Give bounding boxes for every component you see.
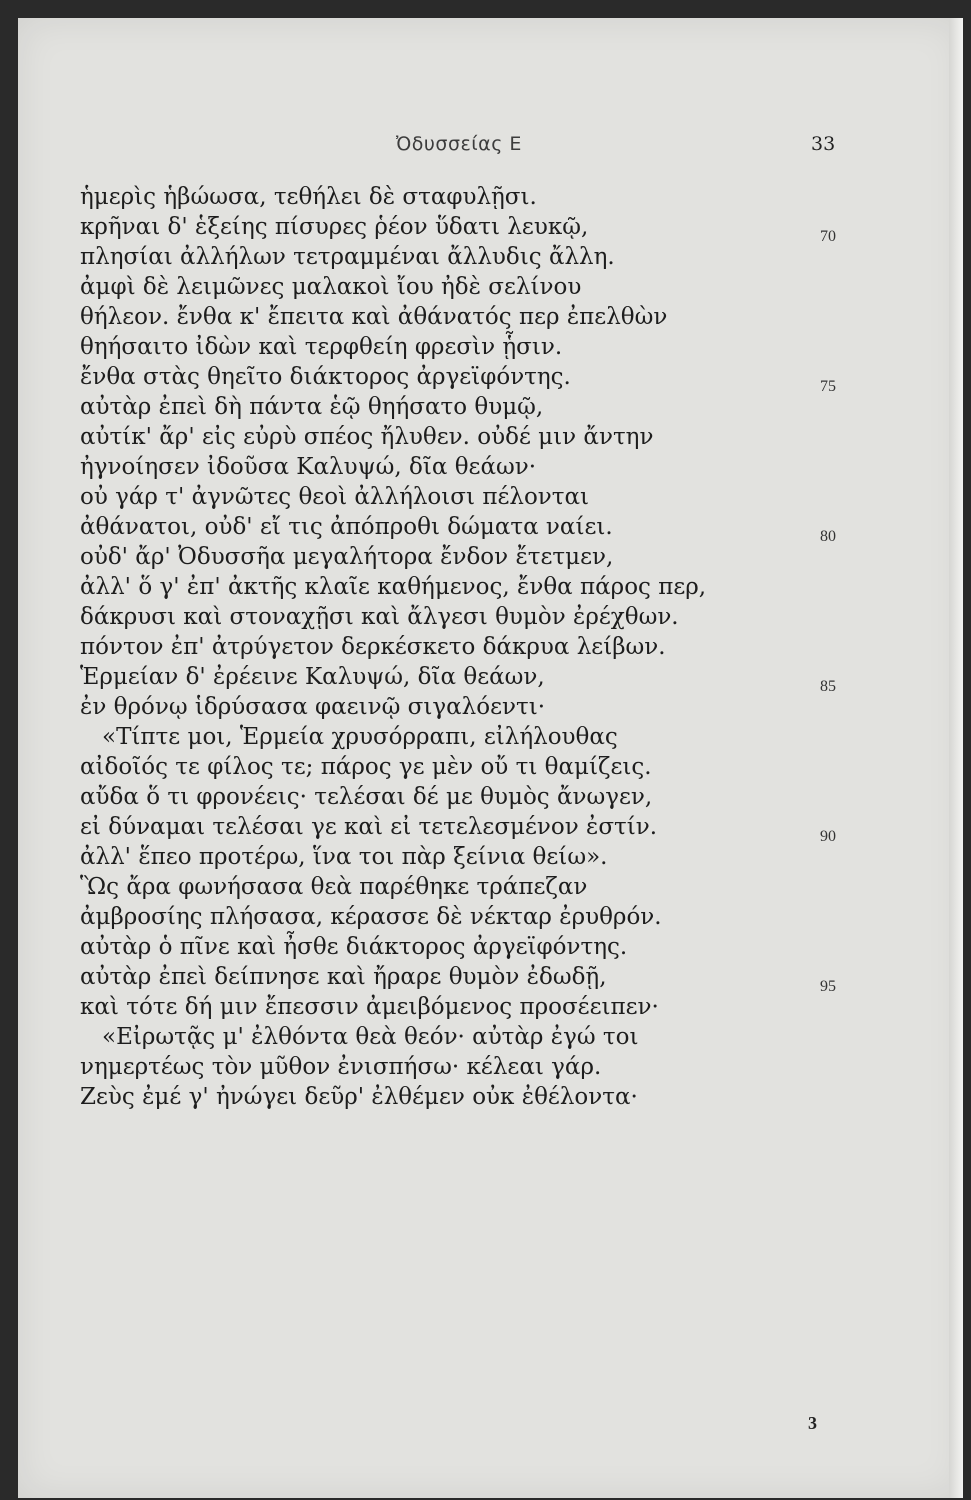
- verse-line: [80, 422, 780, 452]
- line-number: 80: [820, 528, 836, 545]
- verse-line: [80, 182, 780, 212]
- verse-line: [80, 932, 780, 962]
- verse-text: Ζεὺς ἐμέ γ' ἠνώγει δεῦρ' ἐλθέμεν οὐκ ἐθέλοντα·: [80, 1084, 638, 1110]
- verse-line: [80, 272, 780, 302]
- verse-text: ἀμφὶ δὲ λειμῶνες μαλακοὶ ἴου ἠδὲ σελίνου: [80, 274, 582, 300]
- verse-line: [80, 1052, 780, 1082]
- verse-line: [80, 482, 780, 512]
- verse-text: αὐτὰρ ἐπεὶ δείπνησε καὶ ἤραρε θυμὸν ἐδωδῇ,: [80, 964, 607, 990]
- verse-line: [80, 392, 780, 422]
- verse-text: δάκρυσι καὶ στοναχῇσι καὶ ἄλγεσι θυμὸν ἐρέχθων.: [80, 604, 679, 630]
- verse-text: αὔδα ὅ τι φρονέεις· τελέσαι δέ με θυμὸς ἄνωγεν,: [80, 784, 653, 810]
- verse-text: ἐν θρόνῳ ἱδρύσασα φαεινῷ σιγαλόεντι·: [80, 694, 546, 720]
- verse-line: [80, 242, 780, 272]
- verse-text: κρῆναι δ' ἑξείης πίσυρες ῥέον ὕδατι λευκῷ,: [80, 214, 589, 240]
- verse-line: [80, 302, 780, 332]
- verse-text: οὐ γάρ τ' ἀγνῶτες θεοὶ ἀλλήλοισι πέλονται: [80, 484, 590, 510]
- verse-line: [80, 572, 780, 602]
- signature-mark: 3: [808, 1413, 817, 1433]
- verse-line: [80, 602, 780, 632]
- line-number: 70: [820, 228, 836, 245]
- verse-line: [80, 332, 780, 362]
- verse-line: [80, 992, 780, 1022]
- line-number: 75: [820, 378, 836, 395]
- verse-text: αὐτὰρ ἐπεὶ δὴ πάντα ἑῷ θηήσατο θυμῷ,: [80, 394, 544, 420]
- verse-text: «Τίπτε μοι, Ἑρμεία χρυσόρραπι, εἰλήλουθας: [102, 724, 618, 750]
- page-edge: [949, 18, 963, 1498]
- verse-text: ἀθάνατοι, οὐδ' εἴ τις ἀπόπροθι δώματα ναίει.: [80, 514, 613, 540]
- verse-text: ἡμερὶς ἡβώωσα, τεθήλει δὲ σταφυλῇσι.: [80, 184, 537, 210]
- verse-text: ἀλλ' ἕπεο προτέρω, ἵνα τοι πὰρ ξείνια θείω».: [80, 844, 608, 870]
- verse-text: πόντον ἐπ' ἀτρύγετον δερκέσκετο δάκρυα λείβων.: [80, 634, 666, 660]
- verse-line: [80, 782, 780, 812]
- verse-text: πλησίαι ἀλλήλων τετραμμέναι ἄλλυδις ἄλλη.: [80, 244, 615, 270]
- verse-text: ἠγνοίησεν ἰδοῦσα Καλυψώ, δῖα θεάων·: [80, 454, 537, 480]
- verse-text: αἰδοῖός τε φίλος τε; πάρος γε μὲν οὔ τι θαμίζεις.: [80, 754, 652, 780]
- verse-line: [80, 512, 836, 545]
- verse-text: θηήσαιτο ἰδὼν καὶ τερφθείη φρεσὶν ᾗσιν.: [80, 334, 563, 360]
- verse-line: [80, 692, 780, 722]
- verse-line: [80, 962, 836, 995]
- book-page: [18, 18, 963, 1498]
- page-header: [18, 133, 963, 163]
- verse-line: [80, 632, 780, 662]
- verse-line: [80, 362, 836, 395]
- verse-text: Ὣς ἄρα φωνήσασα θεὰ παρέθηκε τράπεζαν: [80, 874, 588, 900]
- verse-text: αὐτίκ' ἄρ' εἰς εὐρὺ σπέος ἤλυθεν. οὐδέ μιν ἄντην: [80, 424, 654, 450]
- verse-line: [80, 542, 780, 572]
- poem-text: [80, 182, 836, 1112]
- verse-line: [80, 1022, 780, 1052]
- verse-text: εἰ δύναμαι τελέσαι γε καὶ εἰ τετελεσμένον ἐστίν.: [80, 814, 658, 840]
- verse-text: καὶ τότε δή μιν ἔπεσσιν ἀμειβόμενος προσέειπεν·: [80, 994, 659, 1020]
- verse-text: νημερτέως τὸν μῦθον ἐνισπήσω· κέλεαι γάρ.: [80, 1054, 602, 1080]
- verse-line: [80, 662, 836, 695]
- line-number: 85: [820, 678, 836, 695]
- verse-line: [80, 842, 780, 872]
- line-number: 95: [820, 978, 836, 995]
- verse-text: Ἑρμείαν δ' ἐρέεινε Καλυψώ, δῖα θεάων,: [80, 664, 545, 690]
- verse-text: ἀλλ' ὅ γ' ἐπ' ἀκτῆς κλαῖε καθήμενος, ἔνθα πάρος περ,: [80, 574, 707, 600]
- verse-line: [80, 872, 780, 902]
- verse-line: [80, 722, 780, 752]
- verse-text: «Εἰρωτᾷς μ' ἐλθόντα θεὰ θεόν· αὐτὰρ ἐγώ τοι: [102, 1024, 639, 1050]
- verse-line: [80, 752, 780, 782]
- verse-text: οὐδ' ἄρ' Ὀδυσσῆα μεγαλήτορα ἔνδον ἔτετμεν,: [80, 544, 614, 570]
- verse-line: [80, 902, 780, 932]
- verse-text: ἔνθα στὰς θηεῖτο διάκτορος ἀργεϊφόντης.: [80, 364, 571, 390]
- verse-line: [80, 452, 780, 482]
- verse-line: [80, 1082, 780, 1112]
- running-title: Ὀδυσσείας Ε: [396, 133, 522, 155]
- verse-line: [80, 212, 836, 245]
- line-number: 90: [820, 828, 836, 845]
- page-number: 33: [811, 133, 836, 155]
- verse-text: θήλεον. ἔνθα κ' ἔπειτα καὶ ἀθάνατός περ ἐπελθὼν: [80, 304, 668, 330]
- verse-text: αὐτὰρ ὁ πῖνε καὶ ἦσθε διάκτορος ἀργεϊφόντης.: [80, 934, 628, 960]
- verse-text: ἀμβροσίης πλήσασα, κέρασσε δὲ νέκταρ ἐρυθρόν.: [80, 904, 662, 930]
- verse-line: [80, 812, 836, 845]
